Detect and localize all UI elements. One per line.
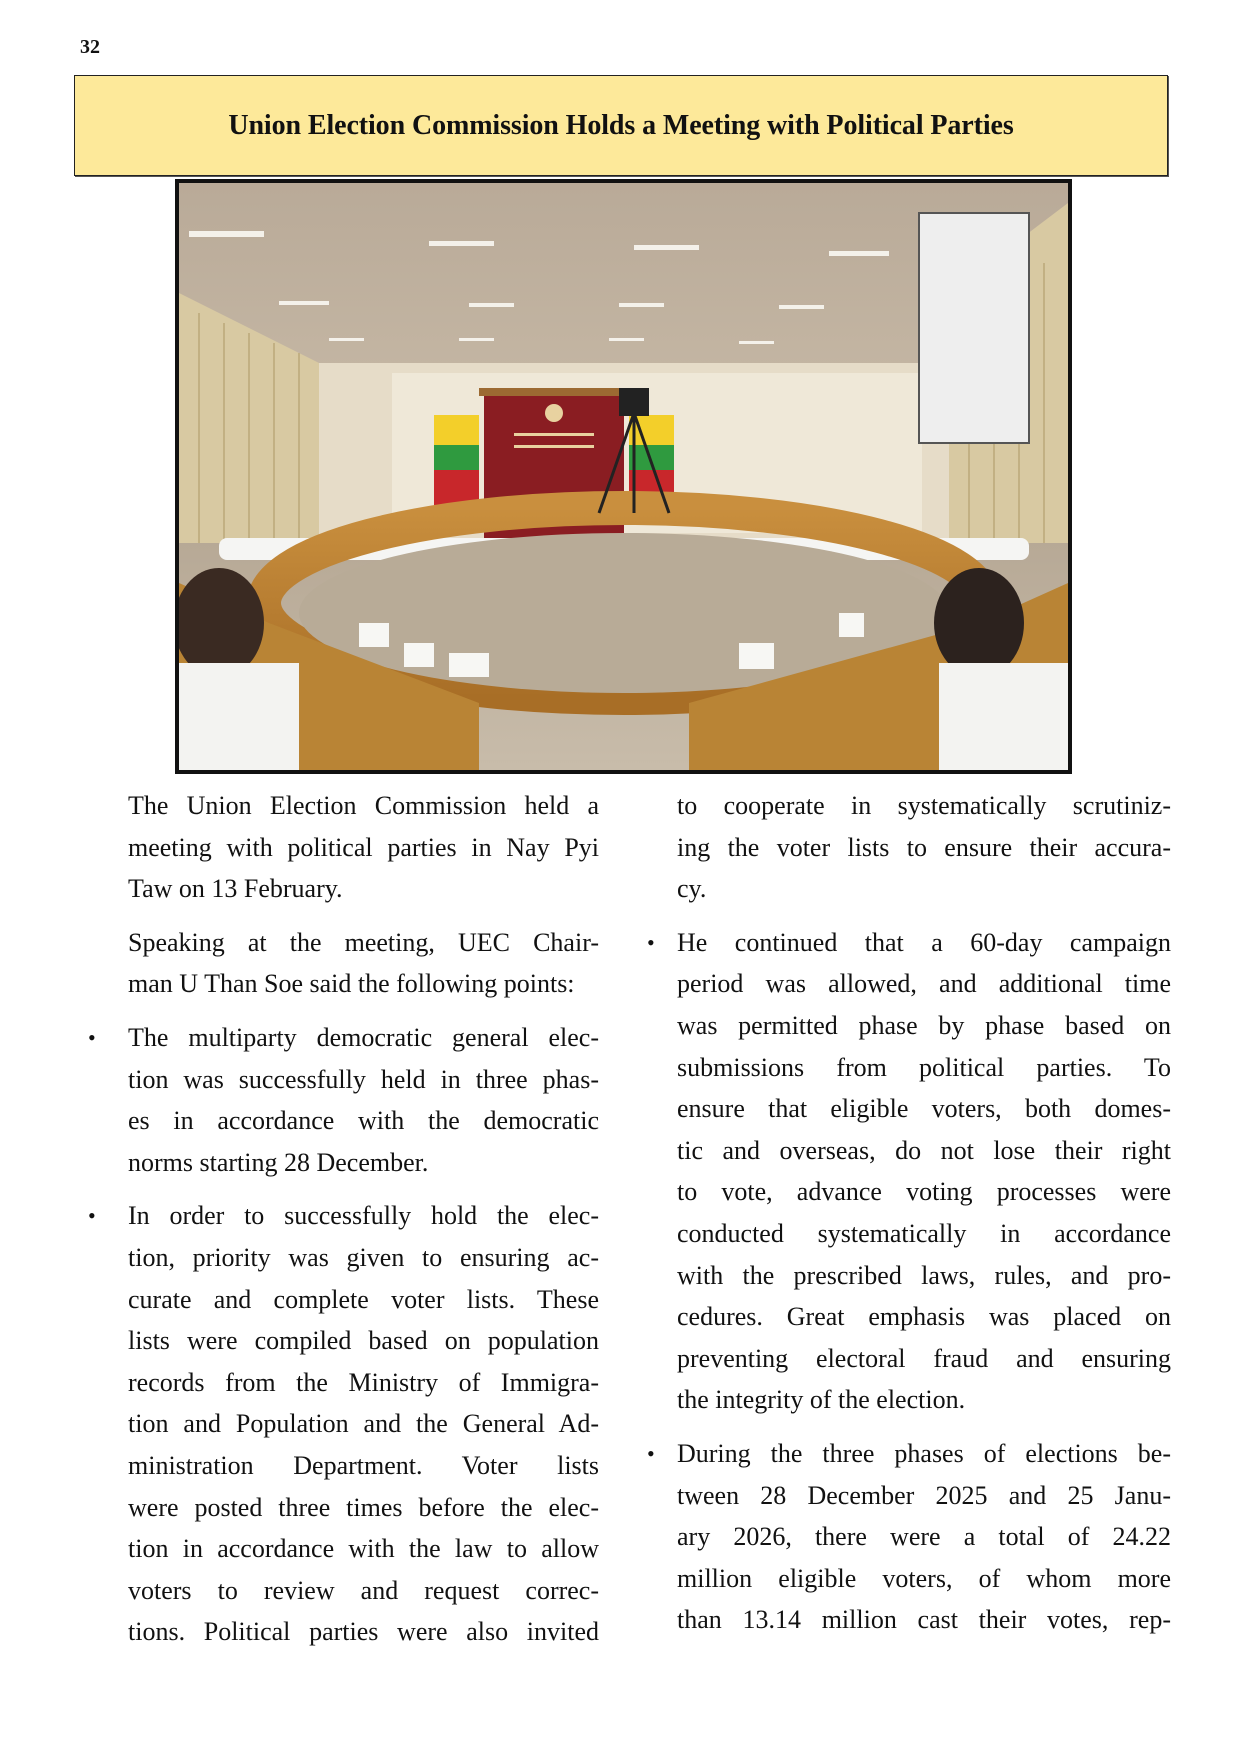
text-line: tion and Population and the General Ad-	[128, 1409, 599, 1439]
text-line: preventing electoral fraud and ensuring	[677, 1343, 1171, 1373]
text-line: ary 2026, there were a total of 24.22	[677, 1522, 1171, 1552]
text-line: He continued that a 60-day campaign	[677, 927, 1171, 957]
article-title: Union Election Commission Holds a Meeting with Political Parties	[228, 109, 1014, 141]
text-line: were posted three times before the elec-	[128, 1492, 599, 1522]
bullet-item-4	[647, 1433, 1171, 1641]
text-line: ensure that eligible voters, both domes-	[677, 1094, 1171, 1124]
bullet-item-2	[90, 1195, 599, 1653]
text-line: to vote, advance voting processes were	[677, 1177, 1171, 1207]
text-line: curate and complete voter lists. These	[128, 1284, 599, 1314]
text-line: submissions from political parties. To	[677, 1052, 1171, 1082]
left-column	[90, 785, 599, 1665]
bullet-icon: •	[88, 1203, 96, 1229]
speaker-paragraph	[90, 922, 599, 1005]
bullet-item-2-continued	[647, 785, 1171, 910]
text-line: In order to successfully hold the elec-	[128, 1201, 599, 1231]
text-line: tween 28 December 2025 and 25 Janu-	[677, 1480, 1171, 1510]
text-line: ing the voter lists to ensure their accura-	[677, 832, 1171, 862]
text-line: was permitted phase by phase based on	[677, 1010, 1171, 1040]
text-line: tion was successfully held in three phas-	[128, 1064, 599, 1094]
text-line: period was allowed, and additional time	[677, 969, 1171, 999]
text-line: conducted systematically in accordance	[677, 1218, 1171, 1248]
bullet-item-3	[647, 922, 1171, 1421]
text-line: cedures. Great emphasis was placed on	[677, 1302, 1171, 1332]
text-line: cy.	[677, 874, 707, 904]
right-column	[647, 785, 1171, 1653]
text-line: es in accordance with the democratic	[128, 1106, 599, 1136]
text-line: voters to review and request correc-	[128, 1575, 599, 1605]
bullet-item-1	[90, 1017, 599, 1183]
text-line: lists were compiled based on population	[128, 1326, 599, 1356]
meeting-photo	[175, 179, 1072, 774]
text-line: ministration Department. Voter lists	[128, 1450, 599, 1480]
text-line: records from the Ministry of Immigra-	[128, 1367, 599, 1397]
text-line: tion in accordance with the law to allow	[128, 1534, 599, 1564]
text-line: Speaking at the meeting, UEC Chair-	[128, 927, 599, 957]
text-line: Taw on 13 February.	[128, 874, 343, 904]
text-line: The Union Election Commission held a	[128, 791, 599, 820]
article-title-box	[74, 75, 1168, 176]
text-line: norms starting 28 December.	[128, 1147, 429, 1177]
text-line: man U Than Soe said the following points:	[128, 969, 575, 999]
text-line: The multiparty democratic general elec-	[128, 1022, 599, 1052]
text-line: tion, priority was given to ensuring ac-	[128, 1242, 599, 1272]
text-line: meeting with political parties in Nay Pyi	[128, 832, 599, 862]
text-line: with the prescribed laws, rules, and pro-	[677, 1260, 1171, 1290]
text-line: During the three phases of elections be-	[677, 1438, 1171, 1468]
text-line: million eligible voters, of whom more	[677, 1563, 1171, 1593]
text-line: to cooperate in systematically scrutiniz-	[677, 791, 1171, 820]
text-line: than 13.14 million cast their votes, rep-	[677, 1605, 1171, 1635]
text-line: tic and overseas, do not lose their right	[677, 1135, 1171, 1165]
bullet-icon: •	[647, 1440, 655, 1466]
bullet-icon: •	[647, 929, 655, 955]
page-number: 32	[80, 36, 100, 58]
text-line: the integrity of the election.	[677, 1385, 966, 1415]
bullet-icon: •	[88, 1024, 96, 1050]
meeting-hall-image	[179, 183, 1068, 770]
text-line: tions. Political parties were also invited	[128, 1617, 599, 1647]
intro-paragraph	[90, 785, 599, 910]
